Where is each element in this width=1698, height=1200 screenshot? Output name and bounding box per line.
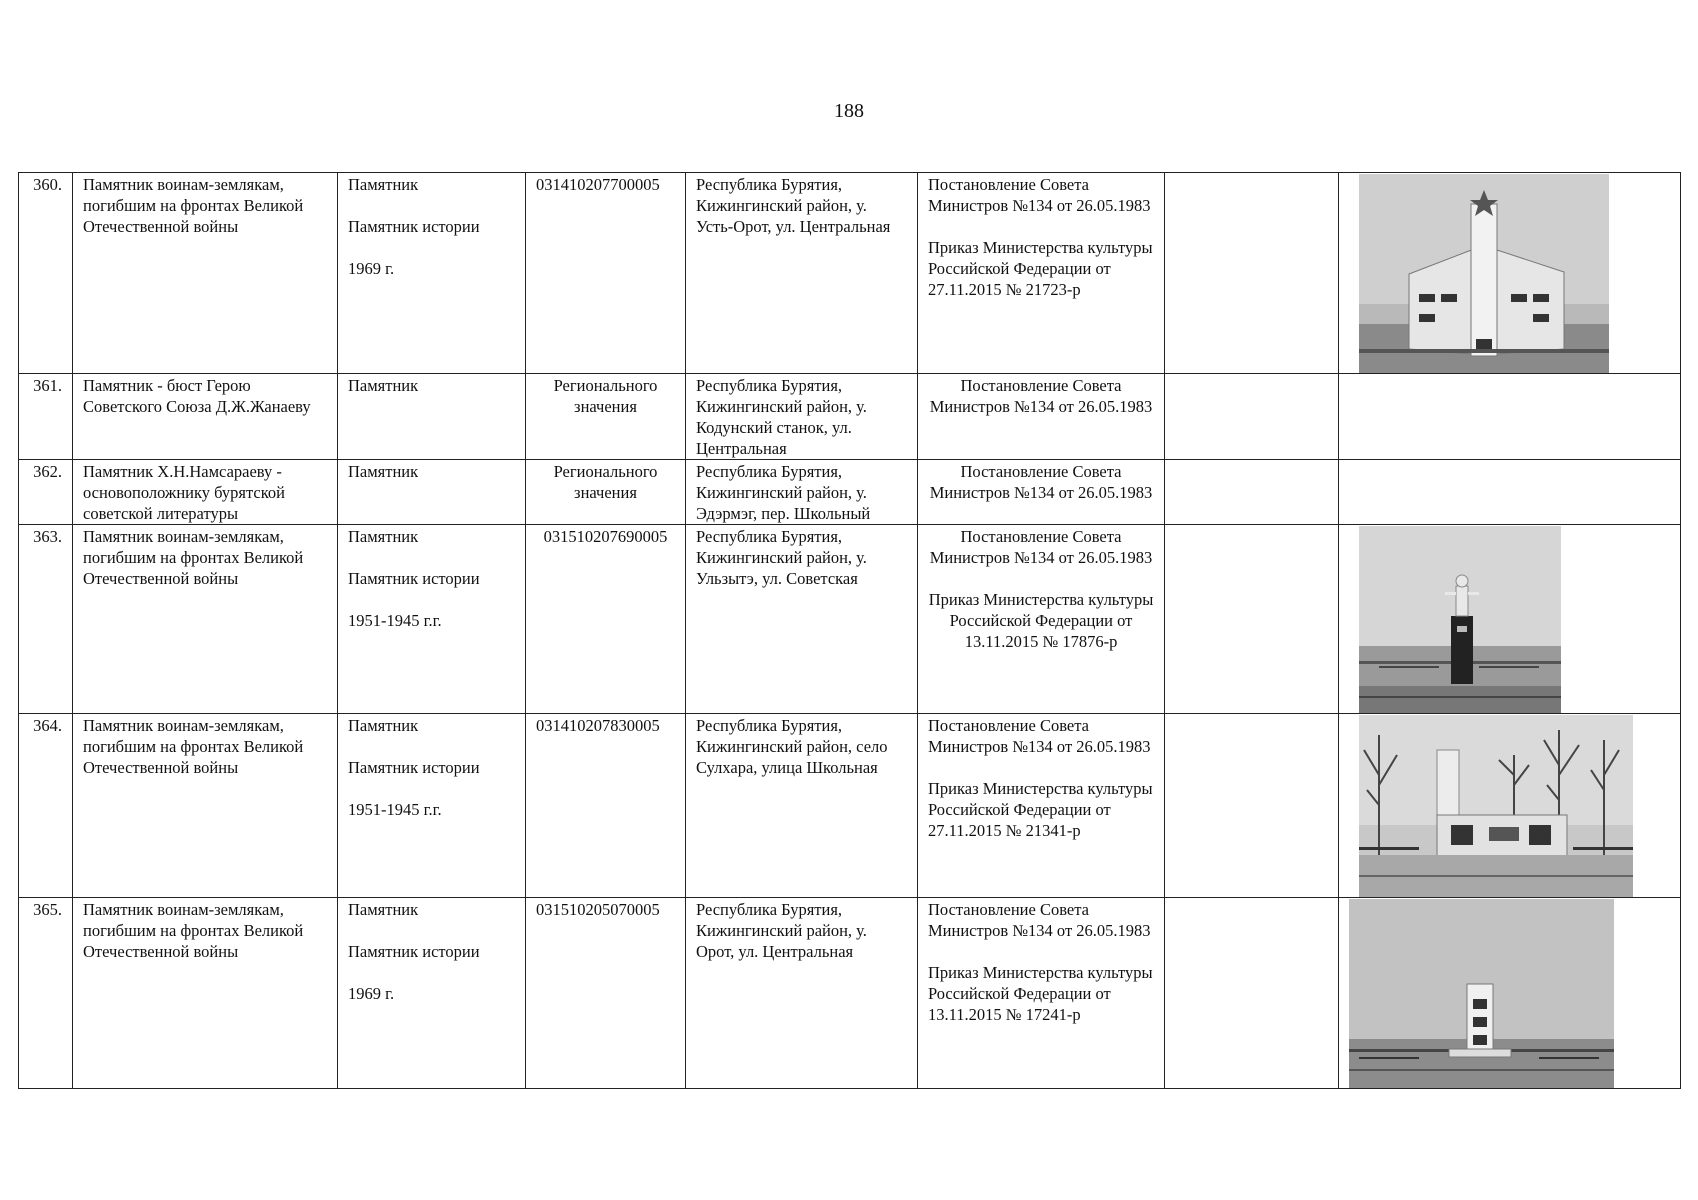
legal-docs xyxy=(918,374,1165,460)
soldier-statue-photo xyxy=(1359,526,1561,713)
monument-type xyxy=(338,714,526,898)
monument-name: Памятник Х.Н.Намсараеву - основоположнику бурятской советской литературы xyxy=(73,460,338,525)
doc-decree: Постановление Совета Министров №134 от 26.05.1983 xyxy=(928,716,1151,756)
photo-cell xyxy=(1339,525,1681,714)
address: Республика Бурятия, Кижингинский район, у. Орот, ул. Центральная xyxy=(686,898,918,1089)
legal-docs xyxy=(918,525,1165,714)
monument-type xyxy=(338,898,526,1089)
doc-decree: Постановление Совета Министров №134 от 26.05.1983 xyxy=(929,462,1153,502)
doc-decree: Постановление Совета Министров №134 от 26.05.1983 xyxy=(928,900,1151,940)
extra-cell xyxy=(1165,898,1339,1089)
type-label: Памятник xyxy=(348,462,419,481)
date-label: 1969 г. xyxy=(348,259,395,278)
table-row xyxy=(19,460,1681,525)
type-label: Памятник xyxy=(348,376,419,395)
photo-cell xyxy=(1339,460,1681,525)
monument-type xyxy=(338,173,526,374)
monument-type xyxy=(338,460,526,525)
registry-code: Регионального значения xyxy=(526,374,686,460)
monument-type xyxy=(338,525,526,714)
type-label: Памятник xyxy=(348,175,419,194)
row-number: 365. xyxy=(19,898,73,1089)
stele-photo xyxy=(1349,899,1614,1088)
table-row xyxy=(19,525,1681,714)
category-label: Памятник истории xyxy=(348,942,480,961)
registry-code: 031410207700005 xyxy=(526,173,686,374)
table-row xyxy=(19,714,1681,898)
photo-cell xyxy=(1339,173,1681,374)
extra-cell xyxy=(1165,374,1339,460)
doc-order: Приказ Министерства культуры Российской Федерации от 13.11.2015 № 17241-р xyxy=(928,963,1153,1024)
date-label: 1951-1945 г.г. xyxy=(348,800,442,819)
page-number: 188 xyxy=(834,100,864,122)
extra-cell xyxy=(1165,714,1339,898)
date-label: 1969 г. xyxy=(348,984,395,1003)
type-label: Памятник xyxy=(348,900,419,919)
category-label: Памятник истории xyxy=(348,217,480,236)
photo-cell xyxy=(1339,898,1681,1089)
table-row xyxy=(19,173,1681,374)
extra-cell xyxy=(1165,525,1339,714)
obelisk-photo xyxy=(1359,174,1609,373)
memorial-wall-photo xyxy=(1359,715,1633,897)
doc-order: Приказ Министерства культуры Российской Федерации от 13.11.2015 № 17876-р xyxy=(928,590,1154,651)
registry-code: Регионального значения xyxy=(526,460,686,525)
legal-docs xyxy=(918,173,1165,374)
category-label: Памятник истории xyxy=(348,569,480,588)
type-label: Памятник xyxy=(348,716,419,735)
category-label: Памятник истории xyxy=(348,758,480,777)
monument-type xyxy=(338,374,526,460)
photo-cell xyxy=(1339,374,1681,460)
registry-code: 031510207690005 xyxy=(526,525,686,714)
registry-code: 031410207830005 xyxy=(526,714,686,898)
table-row xyxy=(19,374,1681,460)
address: Республика Бурятия, Кижингинский район, у. Эдэрмэг, пер. Школьный xyxy=(686,460,918,525)
doc-order: Приказ Министерства культуры Российской Федерации от 27.11.2015 № 21723-р xyxy=(928,238,1153,299)
table-row xyxy=(19,898,1681,1089)
legal-docs xyxy=(918,714,1165,898)
row-number: 363. xyxy=(19,525,73,714)
monument-name: Памятник воинам-землякам, погибшим на фронтах Великой Отечественной войны xyxy=(73,714,338,898)
address: Республика Бурятия, Кижингинский район, село Сулхара, улица Школьная xyxy=(686,714,918,898)
row-number: 361. xyxy=(19,374,73,460)
date-label: 1951-1945 г.г. xyxy=(348,611,442,630)
doc-order: Приказ Министерства культуры Российской Федерации от 27.11.2015 № 21341-р xyxy=(928,779,1153,840)
monument-name: Памятник воинам-землякам, погибшим на фронтах Великой Отечественной войны xyxy=(73,898,338,1089)
legal-docs xyxy=(918,460,1165,525)
doc-decree: Постановление Совета Министров №134 от 26.05.1983 xyxy=(928,175,1151,215)
type-label: Памятник xyxy=(348,527,419,546)
row-number: 362. xyxy=(19,460,73,525)
address: Республика Бурятия, Кижингинский район, у. Ульзытэ, ул. Советская xyxy=(686,525,918,714)
address: Республика Бурятия, Кижингинский район, у. Усть-Орот, ул. Центральная xyxy=(686,173,918,374)
legal-docs xyxy=(918,898,1165,1089)
extra-cell xyxy=(1165,460,1339,525)
monument-name: Памятник воинам-землякам, погибшим на фронтах Великой Отечественной войны xyxy=(73,173,338,374)
monument-name: Памятник воинам-землякам, погибшим на фронтах Великой Отечественной войны xyxy=(73,525,338,714)
extra-cell xyxy=(1165,173,1339,374)
photo-cell xyxy=(1339,714,1681,898)
doc-decree: Постановление Совета Министров №134 от 26.05.1983 xyxy=(929,376,1153,416)
registry-code: 031510205070005 xyxy=(526,898,686,1089)
row-number: 360. xyxy=(19,173,73,374)
doc-decree: Постановление Совета Министров №134 от 26.05.1983 xyxy=(929,527,1153,567)
address: Республика Бурятия, Кижингинский район, у. Кодунский станок, ул. Центральная xyxy=(686,374,918,460)
row-number: 364. xyxy=(19,714,73,898)
monument-name: Памятник - бюст Герою Советского Союза Д.Ж.Жанаеву xyxy=(73,374,338,460)
monuments-table xyxy=(18,172,1681,1089)
